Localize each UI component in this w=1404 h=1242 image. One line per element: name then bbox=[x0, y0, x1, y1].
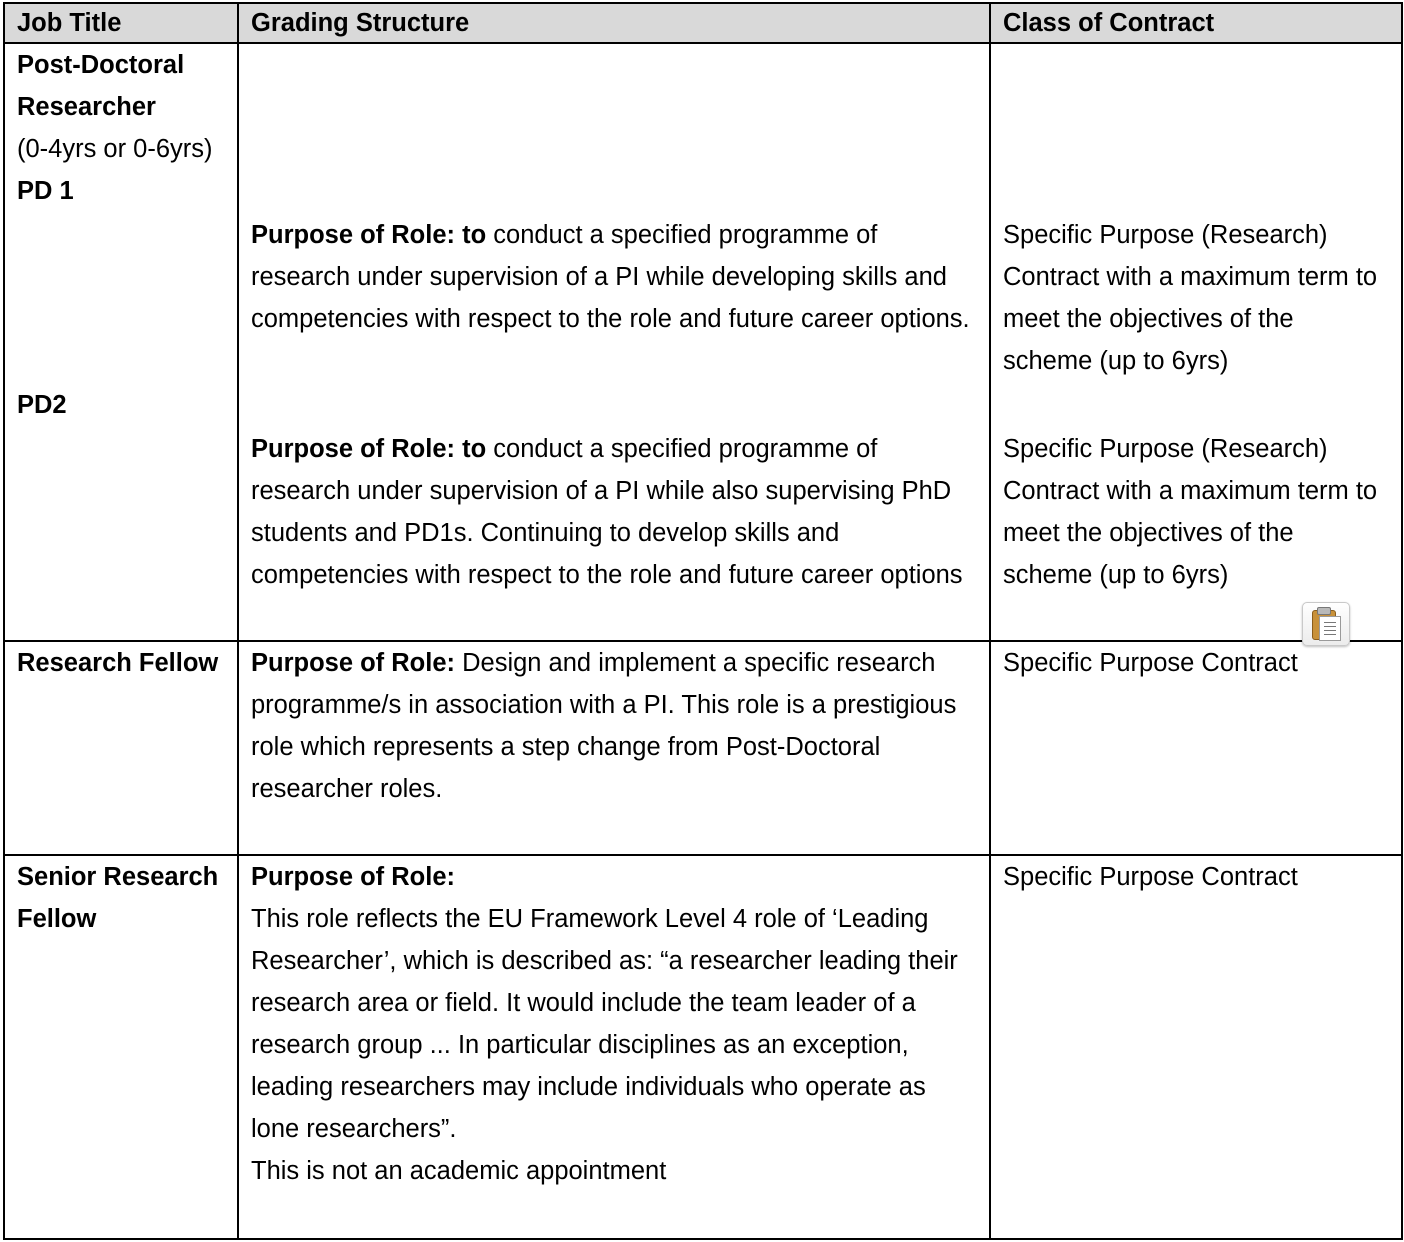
header-job-title: Job Title bbox=[4, 3, 238, 43]
senior-research-fellow-contract: Specific Purpose Contract bbox=[990, 855, 1402, 1239]
research-fellow-purpose-text: Design and implement a specific research programme/s in association with a PI. This role is a prestigious role which represents a step change from Post-Doctoral researcher roles. bbox=[251, 649, 957, 803]
table-row-postdoc bbox=[4, 43, 1402, 641]
pd2-purpose bbox=[251, 428, 977, 596]
pd2-contract: Specific Purpose (Research) Contract with a maximum term to meet the objectives of the scheme (up to 6yrs) bbox=[1003, 435, 1378, 589]
postdoc-grading-cell bbox=[238, 43, 990, 641]
clipboard-clip bbox=[1317, 607, 1331, 615]
pd2-purpose-text: conduct a specified programme of research under supervision of a PI while also supervising PhD students and PD1s. Continuing to develop skills and competencies with respect to the role and future career options bbox=[251, 435, 963, 589]
pd1-title: PD 1 bbox=[17, 177, 74, 205]
postdoc-contract-cell bbox=[990, 43, 1402, 641]
pd1-purpose bbox=[251, 214, 977, 428]
header-grading-structure: Grading Structure bbox=[238, 3, 990, 43]
research-fellow-title: Research Fellow bbox=[4, 641, 238, 855]
postdoc-title: Post-Doctoral Researcher bbox=[17, 51, 185, 121]
research-fellow-contract: Specific Purpose Contract bbox=[990, 641, 1402, 855]
senior-purpose-label: Purpose of Role: bbox=[251, 863, 456, 891]
header-row bbox=[4, 3, 1402, 43]
pd2-purpose-label: Purpose of Role: to bbox=[251, 435, 487, 463]
research-fellow-grading-cell bbox=[238, 641, 990, 855]
senior-research-fellow-title: Senior Research Fellow bbox=[4, 855, 238, 1239]
header-class-of-contract: Class of Contract bbox=[990, 3, 1402, 43]
clipboard-paste-icon[interactable] bbox=[1302, 602, 1350, 646]
senior-note: This is not an academic appointment bbox=[251, 1157, 667, 1185]
clipboard-paper bbox=[1319, 616, 1341, 641]
postdoc-range: (0-4yrs or 0-6yrs) bbox=[17, 135, 213, 163]
senior-purpose-text: This role reflects the EU Framework Level 4 role of ‘Leading Researcher’, which is described as: “a researcher leading their research area or field. It would include the team leader of a research group ... In particular disciplines as an exception, leading researchers may include individuals who operate as lone researchers”. bbox=[251, 905, 958, 1143]
research-fellow-purpose-label: Purpose of Role: bbox=[251, 649, 456, 677]
pd1-contract: Specific Purpose (Research) Contract with a maximum term to meet the objectives of the scheme (up to 6yrs) bbox=[1003, 221, 1378, 375]
grading-table bbox=[3, 2, 1403, 1240]
senior-research-fellow-grading-cell bbox=[238, 855, 990, 1239]
table-row-senior-research-fellow bbox=[4, 855, 1402, 1239]
pd2-title: PD2 bbox=[17, 391, 67, 419]
pd1-purpose-text: conduct a specified programme of research under supervision of a PI while developing skills and competencies with respect to the role and future career options. bbox=[251, 221, 970, 333]
pd1-purpose-label: Purpose of Role: to bbox=[251, 221, 487, 249]
table-row-research-fellow bbox=[4, 641, 1402, 855]
postdoc-job-title-cell bbox=[4, 43, 238, 641]
